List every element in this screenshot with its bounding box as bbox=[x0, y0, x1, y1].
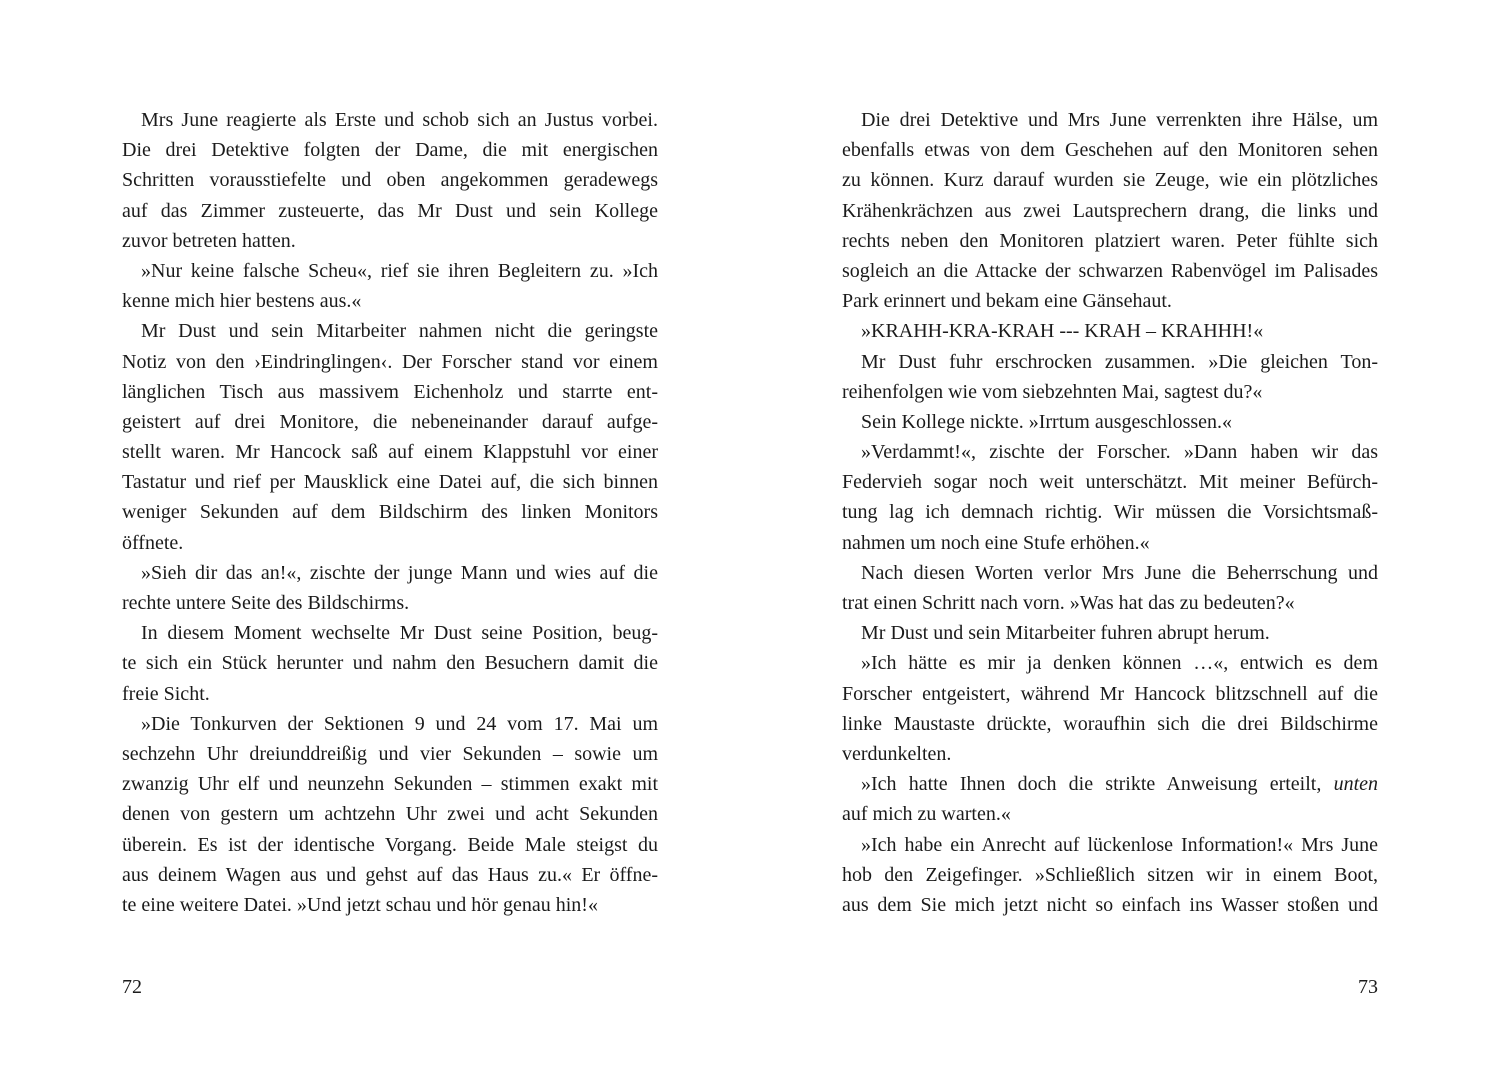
text-line: Mr Dust und sein Mitarbeiter fuhren abrupt herum. bbox=[861, 622, 1270, 645]
text-line: aus deinem Wagen aus und gehst auf das Haus zu.« Er öffne- bbox=[122, 863, 658, 886]
text-line: »Sieh dir das an!«, zischte der junge Mann und wies auf die bbox=[141, 561, 658, 584]
text-line: Mrs June reagierte als Erste und schob sich an Justus vorbei. bbox=[141, 109, 658, 131]
text-line: zuvor betreten hatten. bbox=[122, 229, 296, 252]
text-line: »Ich habe ein Anrecht auf lückenlose Information!« Mrs June bbox=[861, 833, 1378, 856]
text-line: denen von gestern um achtzehn Uhr zwei und acht Sekunden bbox=[122, 803, 658, 826]
text-line: tung lag ich demnach richtig. Wir müssen die Vorsichtsmaß- bbox=[842, 501, 1378, 524]
text-line: geistert auf drei Monitore, die nebeneinander darauf aufge- bbox=[122, 410, 658, 433]
text-line: te eine weitere Datei. »Und jetzt schau und hör genau hin!« bbox=[122, 893, 598, 916]
text-line: nahmen um noch eine Stufe erhöhen.« bbox=[842, 531, 1150, 554]
text-line: sechzehn Uhr dreiunddreißig und vier Sekunden – sowie um bbox=[122, 742, 658, 765]
text-line: »Nur keine falsche Scheu«, rief sie ihren Begleitern zu. »Ich bbox=[141, 259, 658, 282]
text-line: hob den Zeigefinger. »Schließlich sitzen wir in einem Boot, bbox=[842, 863, 1378, 886]
text-line: Krähenkrächzen aus zwei Lautsprechern drang, die links und bbox=[842, 199, 1378, 222]
text-line: te sich ein Stück herunter und nahm den Besuchern damit die bbox=[122, 652, 658, 675]
text-line: rechte untere Seite des Bildschirms. bbox=[122, 592, 410, 614]
text-line: Nach diesen Worten verlor Mrs June die Beherrschung und bbox=[861, 561, 1378, 584]
text-line: Die drei Detektive folgten der Dame, die mit energischen bbox=[122, 139, 658, 162]
text-line: freie Sicht. bbox=[122, 682, 210, 705]
text-line: kenne mich hier bestens aus.« bbox=[122, 290, 362, 313]
text-line: »Ich hatte Ihnen doch die strikte Anweisung erteilt, unten bbox=[861, 773, 1378, 796]
text-line: Sein Kollege nickte. »Irrtum ausgeschlossen.« bbox=[861, 410, 1233, 433]
left-page-text-block bbox=[122, 105, 658, 920]
text-line: öffnete. bbox=[122, 531, 184, 554]
text-line: zu können. Kurz darauf wurden sie Zeuge, wie ein plötzliches bbox=[842, 169, 1378, 192]
right-page-text-block bbox=[842, 105, 1378, 920]
text-line: reihenfolgen wie vom siebzehnten Mai, sagtest du?« bbox=[842, 380, 1263, 403]
page-number-left: 72 bbox=[122, 976, 142, 998]
text-line: zwanzig Uhr elf und neunzehn Sekunden – stimmen exakt mit bbox=[122, 773, 658, 796]
text-line: Tastatur und rief per Mausklick eine Datei auf, die sich binnen bbox=[122, 471, 658, 494]
text-line: Federvieh sogar noch weit unterschätzt. Mit meiner Befürch- bbox=[842, 471, 1378, 494]
text-line: Mr Dust fuhr erschrocken zusammen. »Die gleichen Ton- bbox=[861, 350, 1378, 373]
text-line: In diesem Moment wechselte Mr Dust seine Position, beug- bbox=[141, 622, 658, 645]
text-line: »KRAHH-KRA-KRAH --- KRAH – KRAHHH!« bbox=[861, 320, 1264, 343]
text-line: verdunkelten. bbox=[842, 742, 952, 765]
text-line: Die drei Detektive und Mrs June verrenkten ihre Hälse, um bbox=[861, 109, 1378, 131]
text-line: Forscher entgeistert, während Mr Hancock blitzschnell auf die bbox=[842, 682, 1378, 705]
text-line: sogleich an die Attacke der schwarzen Rabenvögel im Palisades bbox=[842, 259, 1378, 282]
text-line: Mr Dust und sein Mitarbeiter nahmen nicht die geringste bbox=[141, 320, 658, 343]
text-line: stellt waren. Mr Hancock saß auf einem Klappstuhl vor einer bbox=[122, 441, 658, 464]
text-line: »Die Tonkurven der Sektionen 9 und 24 vom 17. Mai um bbox=[141, 712, 658, 735]
text-line: weniger Sekunden auf dem Bildschirm des linken Monitors bbox=[122, 501, 658, 524]
text-line: Notiz von den ›Eindringlingen‹. Der Forscher stand vor einem bbox=[122, 350, 658, 373]
text-line: Park erinnert und bekam eine Gänsehaut. bbox=[842, 290, 1172, 313]
text-line: länglichen Tisch aus massivem Eichenholz und starrte ent- bbox=[122, 380, 658, 403]
text-line: aus dem Sie mich jetzt nicht so einfach ins Wasser stoßen und bbox=[842, 893, 1378, 916]
text-line: »Ich hätte es mir ja denken können …«, entwich es dem bbox=[861, 652, 1378, 675]
page-number-right: 73 bbox=[1358, 976, 1378, 998]
text-line: ebenfalls etwas von dem Geschehen auf den Monitoren sehen bbox=[842, 139, 1378, 162]
text-line: auf das Zimmer zusteuerte, das Mr Dust und sein Kollege bbox=[122, 199, 658, 222]
text-line: trat einen Schritt nach vorn. »Was hat das zu bedeuten?« bbox=[842, 592, 1295, 614]
text-line: Schritten vorausstiefelte und oben angekommen geradewegs bbox=[122, 169, 658, 192]
text-line: auf mich zu warten.« bbox=[842, 803, 1011, 826]
text-line: linke Maustaste drückte, woraufhin sich die drei Bildschirme bbox=[842, 712, 1378, 735]
text-line: rechts neben den Monitoren platziert waren. Peter fühlte sich bbox=[842, 229, 1378, 252]
text-line: »Verdammt!«, zischte der Forscher. »Dann haben wir das bbox=[861, 441, 1378, 464]
text-line: überein. Es ist der identische Vorgang. Beide Male steigst du bbox=[122, 833, 658, 856]
